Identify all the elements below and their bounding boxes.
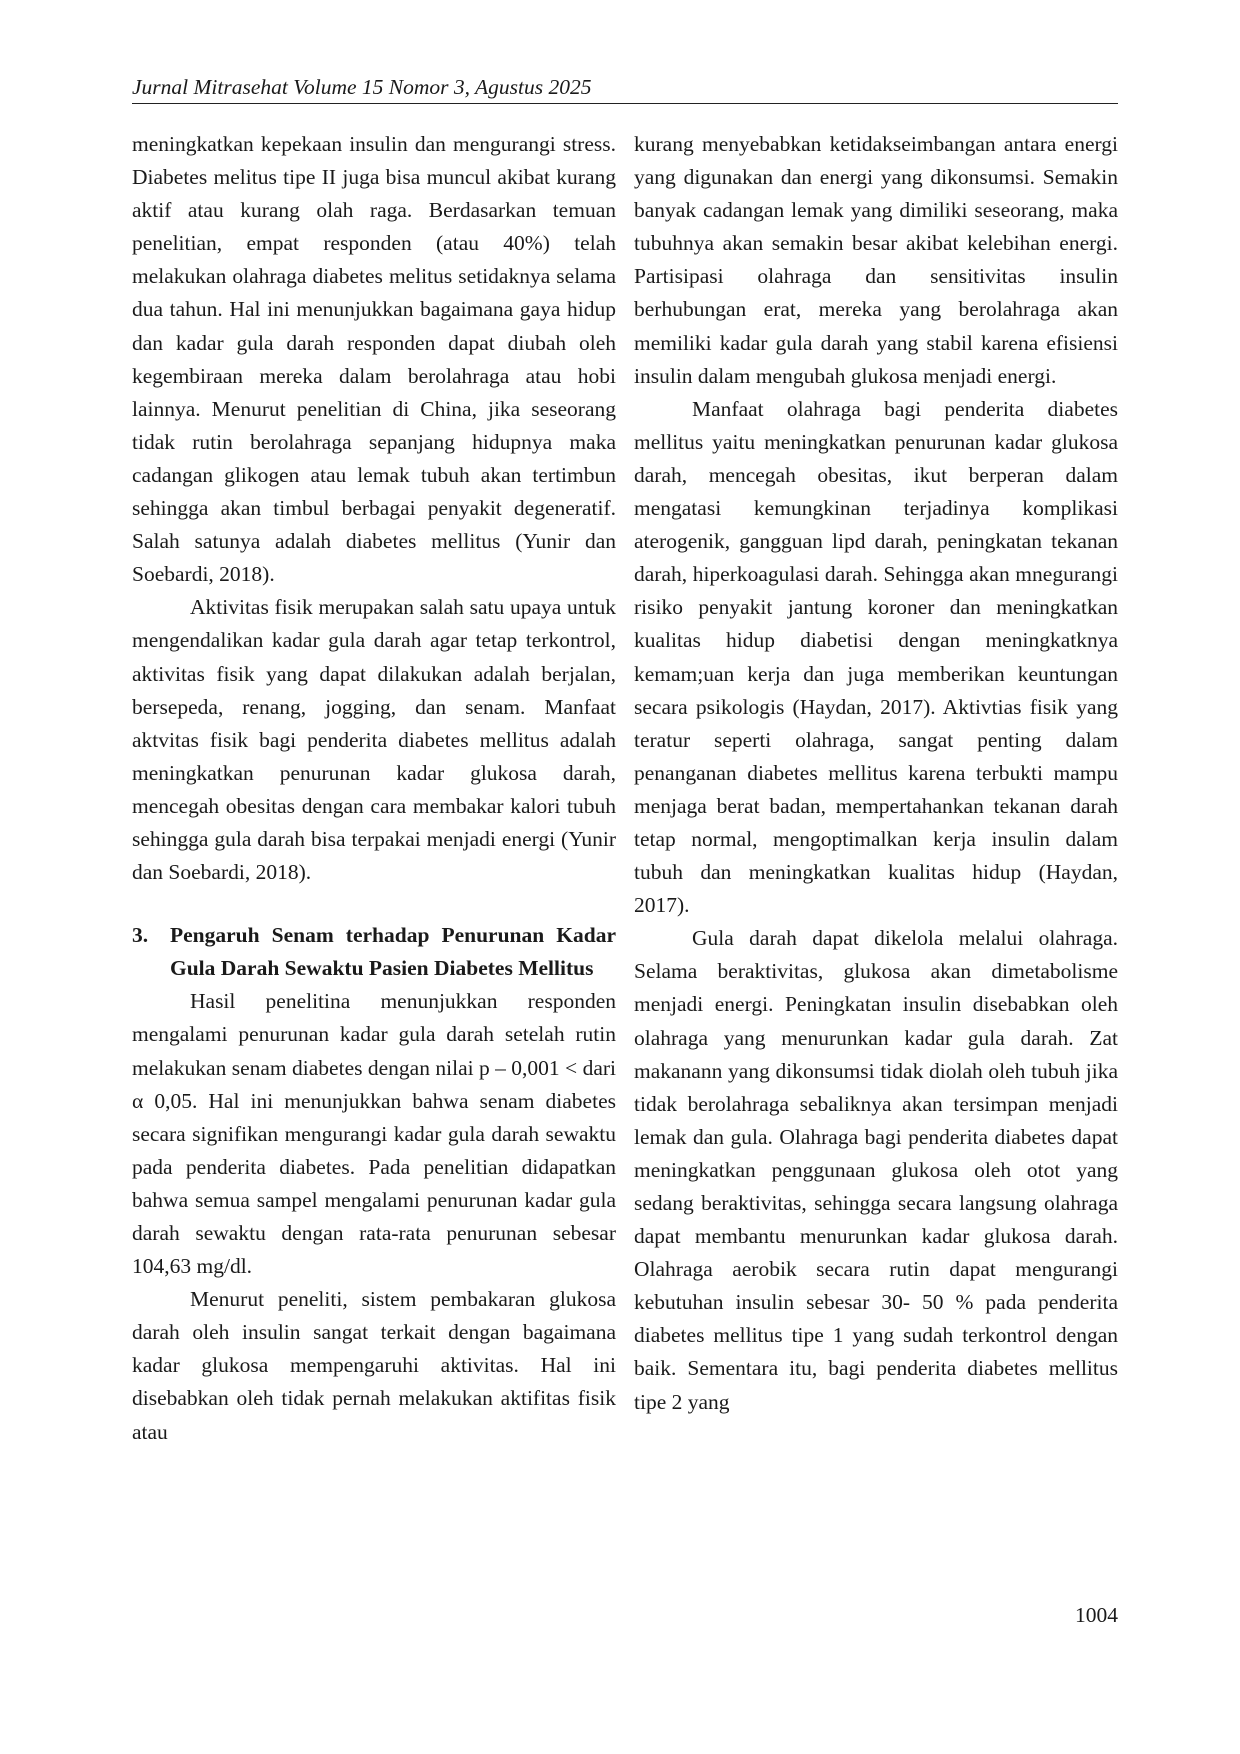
paragraph: meningkatkan kepekaan insulin dan mengurangi stress. Diabetes melitus tipe II juga bisa muncul akibat kurang aktif atau kurang olah raga. Berdasarkan temuan penelitian, empat responden (atau 40%) telah melakukan olahraga diabetes melitus setidaknya selama dua tahun. Hal ini menunjukkan bagaimana gaya hidup dan kadar gula darah responden dapat diubah oleh kegembiraan mereka dalam berolahraga atau hobi lainnya. Menurut penelitian di China, jika seseorang tidak rutin berolahraga sepanjang hidupnya maka cadangan glikogen atau lemak tubuh akan tertimbun sehingga akan timbul berbagai penyakit degeneratif. Salah satunya adalah diabetes mellitus (Yunir dan Soebardi, 2018).	[132, 132, 616, 587]
left-column	[132, 128, 616, 1449]
page-number: 1004	[1075, 1603, 1118, 1627]
paragraph: Gula darah dapat dikelola melalui olahraga. Selama beraktivitas, glukosa akan dimetabolisme menjadi energi. Peningkatan insulin disebabkan oleh olahraga yang menurunkan kadar gula darah. Zat makanann yang dikonsumsi tidak diolah oleh tubuh jika tidak berolahraga sebaliknya akan tersimpan menjadi lemak dan gula. Olahraga bagi penderita diabetes dapat meningkatkan penggunaan glukosa oleh otot yang sedang beraktivitas, sehingga secara langsung olahraga dapat membantu menurunkan kadar glukosa darah. Olahraga aerobik secara rutin dapat mengurangi kebutuhan insulin sebesar 30- 50 % pada penderita diabetes mellitus tipe 1 yang sudah terkontrol dengan baik. Sementara itu, bagi penderita diabetes mellitus tipe 2 yang	[634, 926, 1118, 1414]
running-header: Jurnal Mitrasehat Volume 15 Nomor 3, Agustus 2025	[132, 75, 592, 99]
right-column	[634, 128, 1118, 1419]
header-rule	[132, 103, 1118, 104]
section-title: Pengaruh Senam terhadap Penurunan Kadar Gula Darah Sewaktu Pasien Diabetes Mellitus	[170, 923, 616, 981]
paragraph: Manfaat olahraga bagi penderita diabetes mellitus yaitu meningkatkan penurunan kadar glukosa darah, mencegah obesitas, ikut berperan dalam mengatasi kemungkinan terjadinya komplikasi aterogenik, gangguan lipd darah, peningkatan tekanan darah, hiperkoagulasi darah. Sehingga akan mnegurangi risiko penyakit jantung koroner dan meningkatkan kualitas hidup diabetisi dengan meningkatknya kemam;uan kerja dan juga memberikan keuntungan secara psikologis (Haydan, 2017). Aktivtias fisik yang teratur seperti olahraga, sangat penting dalam penanganan diabetes mellitus karena terbukti mampu menjaga berat badan, mempertahankan tekanan darah tetap normal, mengoptimalkan kerja insulin dalam tubuh dan meningkatkan kualitas hidup (Haydan, 2017).	[634, 396, 1118, 918]
paragraph: Menurut peneliti, sistem pembakaran glukosa darah oleh insulin sangat terkait dengan bagaimana kadar glukosa mempengaruhi aktivitas. Hal ini disebabkan oleh tidak pernah melakukan aktifitas fisik atau	[132, 1287, 616, 1444]
paragraph: Hasil penelitina menunjukkan responden mengalami penurunan kadar gula darah setelah rutin melakukan senam diabetes dengan nilai p – 0,001 < dari α 0,05. Hal ini menunjukkan bahwa senam diabetes secara signifikan mengurangi kadar gula darah sewaktu pada penderita diabetes. Pada penelitian didapatkan bahwa semua sampel mengalami penurunan kadar gula darah sewaktu dengan rata-rata penurunan sebesar 104,63 mg/dl.	[132, 989, 616, 1279]
paragraph: kurang menyebabkan ketidakseimbangan antara energi yang digunakan dan energi yang dikonsumsi. Semakin banyak cadangan lemak yang dimiliki seseorang, maka tubuhnya akan semakin besar akibat kelebihan energi. Partisipasi olahraga dan sensitivitas insulin berhubungan erat, mereka yang berolahraga akan memiliki kadar gula darah yang stabil karena efisiensi insulin dalam mengubah glukosa menjadi energi.	[634, 132, 1118, 388]
section-number: 3.	[132, 923, 149, 948]
paragraph: Aktivitas fisik merupakan salah satu upaya untuk mengendalikan kadar gula darah agar tetap terkontrol, aktivitas fisik yang dapat dilakukan adalah berjalan, bersepeda, renang, jogging, dan senam. Manfaat aktvitas fisik bagi penderita diabetes mellitus adalah meningkatkan penurunan kadar glukosa darah, mencegah obesitas dengan cara membakar kalori tubuh sehingga gula darah bisa terpakai menjadi energi (Yunir dan Soebardi, 2018).	[132, 595, 616, 885]
section-gap	[132, 889, 616, 919]
section-heading	[132, 919, 616, 985]
